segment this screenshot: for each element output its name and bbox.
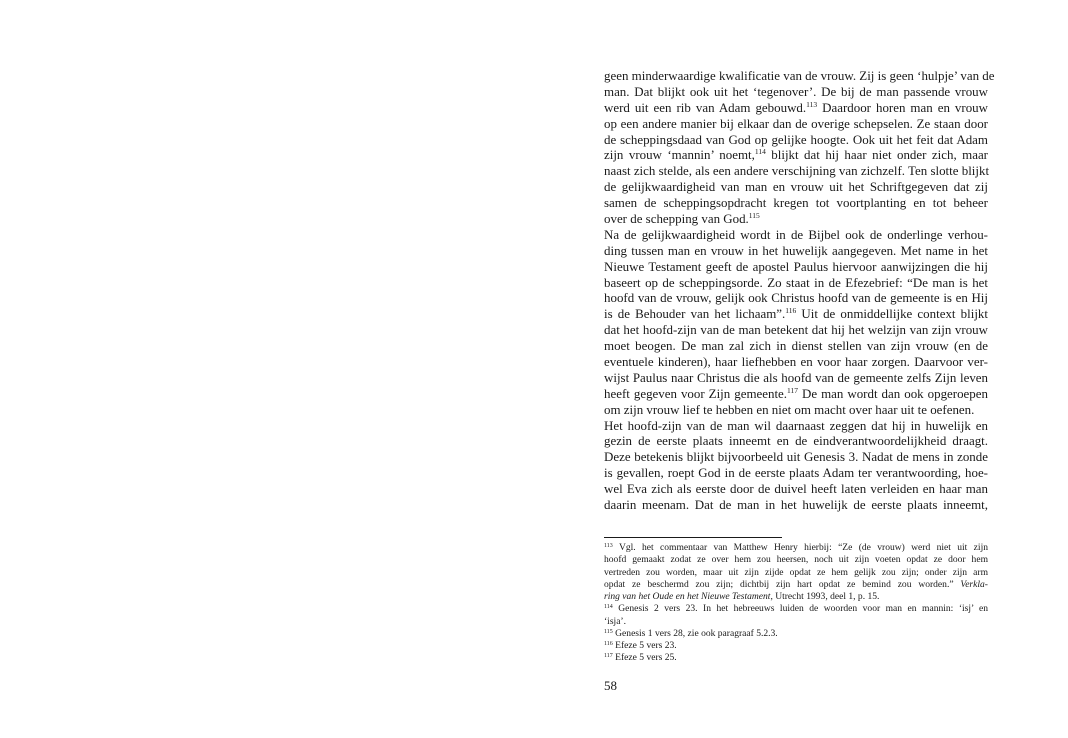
text-line: daarin meenam. Dat de man in het huwelijk de eerste plaats inneemt, xyxy=(604,497,988,513)
text-line: op een andere manier bij elkaar dan de overige schepselen. Ze staan door xyxy=(604,115,988,131)
text-line: de scheppingsdaad van God op gelijke hoogte. Ook uit het feit dat Adam xyxy=(604,131,988,147)
text-line: naast zich stelde, als een andere verschijning van zichzelf. Ten slotte blijkt xyxy=(604,163,990,179)
paragraph xyxy=(604,227,988,418)
text-line: samen de scheppingsopdracht kregen tot voortplanting en tot beheer xyxy=(604,195,988,211)
page-number: 58 xyxy=(604,678,617,693)
footnote-line: vertreden zou worden, maar uit zijn zijde opdat ze hem gelijk zou zijn; onder zijn arm xyxy=(604,566,988,578)
footnote-114 xyxy=(604,603,988,628)
text-line: de gelijkwaardigheid van man en vrouw uit het Schriftgegeven dat zij xyxy=(604,179,988,195)
footnote-reference: 117 xyxy=(787,385,799,395)
text-line: Het hoofd-zijn van de man wil daarnaast zeggen dat hij in huwelijk en xyxy=(604,417,988,433)
text-line: eventuele kinderen), haar liefhebben en voor haar zorgen. Daarvoor ver- xyxy=(604,354,988,370)
footnote-reference: 114 xyxy=(754,147,766,157)
paragraph xyxy=(604,418,988,513)
text-line: werd uit een rib van Adam gebouwd.$^{113}$ Daardoor horen man en vrouw xyxy=(604,99,988,115)
text-line: dat het hoofd-zijn van de man betekent dat hij het welzijn van zijn vrouw xyxy=(604,322,988,338)
text-line: wijst Paulus naar Christus die als hoofd van de gemeente zelfs Zijn leven xyxy=(604,369,988,385)
footnote-line: $^{116}$ Efeze 5 vers 23. xyxy=(604,640,677,651)
footnote-line: opdat ze beschermd zou zijn; dichtbij zijn hart opdat ze bemind zou worden.” Verkla- xyxy=(604,578,988,590)
text-line: hoofd van de vrouw, gelijk ook Christus hoofd van de gemeente is en Hij xyxy=(604,290,988,306)
footnote-line: ring van het Oude en het Nieuwe Testament, Utrecht 1993, deel 1, p. 15. xyxy=(604,591,880,602)
text-line: over de schepping van God.$^{115}$ xyxy=(604,211,760,227)
text-line: gezin de eerste plaats inneemt en de eindverantwoordelijkheid draagt. xyxy=(604,433,988,449)
text-line: zijn vrouw ‘mannin’ noemt,$^{114}$ blijkt dat hij haar niet onder zich, maar xyxy=(604,147,988,163)
footnote-line: $^{113}$ Vgl. het commentaar van Matthew Henry hierbij: “Ze (de vrouw) werd niet uit zijn xyxy=(604,542,988,553)
text-line: Deze betekenis blijkt bijvoorbeeld uit Genesis 3. Nadat de mens in zonde xyxy=(604,449,988,465)
footnote-line: $^{117}$ Efeze 5 vers 25. xyxy=(604,652,677,664)
footnote-line: $^{115}$ Genesis 1 vers 28, zie ook paragraaf 5.2.3. xyxy=(604,627,778,639)
footnote-reference: 116 xyxy=(785,306,797,316)
footnote-line: ‘isja’. xyxy=(604,615,627,627)
text-line: Nieuwe Testament geeft de apostel Paulus hiervoor aanwijzingen die hij xyxy=(604,258,988,274)
footnote-reference: 113 xyxy=(806,99,818,109)
text-line: Na de gelijkwaardigheid wordt in de Bijbel ook de onderlinge verhou- xyxy=(604,226,988,242)
footnotes xyxy=(604,542,988,665)
text-line: geen minderwaardige kwalificatie van de vrouw. Zij is geen ‘hulpje’ van de xyxy=(604,68,995,83)
text-line: baseert op de scheppingsorde. Zo staat in de Efezebrief: “De man is het xyxy=(604,274,988,290)
footnote-number: 117 xyxy=(604,653,613,660)
text-line: is gevallen, roept God in de eerste plaats Adam ter verantwoording, hoe- xyxy=(604,465,988,481)
footnote-reference: 115 xyxy=(748,211,760,221)
text-line: ding tussen man en vrouw in het huwelijk aangegeven. Met name in het xyxy=(604,242,988,258)
text-line: man. Dat blijkt ook uit het ‘tegenover’. De bij de man passende vrouw xyxy=(604,83,988,99)
text-line: heeft gegeven voor Zijn gemeente.$^{117}$ De man wordt dan ook opgeroepen xyxy=(604,385,988,401)
footnote-115 xyxy=(604,628,988,640)
footnote-113 xyxy=(604,542,988,603)
footnote-number: 116 xyxy=(604,641,613,647)
footnote-number: 114 xyxy=(604,604,613,611)
italic-text: Verkla- xyxy=(960,578,988,590)
footnote-number: 113 xyxy=(604,543,613,549)
body-text xyxy=(604,68,995,513)
text-line: wel Eva zich als eerste door de duivel heeft laten verleiden en haar man xyxy=(604,481,988,497)
text-line: is de Behouder van het lichaam”.$^{116}$ Uit de onmiddellijke context blijkt xyxy=(604,306,988,322)
text-line: om zijn vrouw lief te hebben en niet om macht over haar uit te oefenen. xyxy=(604,401,975,417)
footnote-number: 115 xyxy=(604,628,613,635)
italic-text: ring van het Oude en het Nieuwe Testament xyxy=(604,591,771,602)
footnote-116 xyxy=(604,640,988,652)
paragraph xyxy=(604,68,995,227)
footnote-separator xyxy=(604,537,782,538)
footnote-117 xyxy=(604,652,988,664)
footnote-line: $^{114}$ Genesis 2 vers 23. In het hebreeuws luiden de woorden voor man en mannin: ‘isj’ en xyxy=(604,603,988,615)
footnote-line: hoofd gemaakt zodat ze over hem zou heersen, noch uit zijn voeten opdat ze door hem xyxy=(604,554,988,566)
text-line: moet beogen. De man zal zich in dienst stellen van zijn vrouw (en de xyxy=(604,338,988,354)
